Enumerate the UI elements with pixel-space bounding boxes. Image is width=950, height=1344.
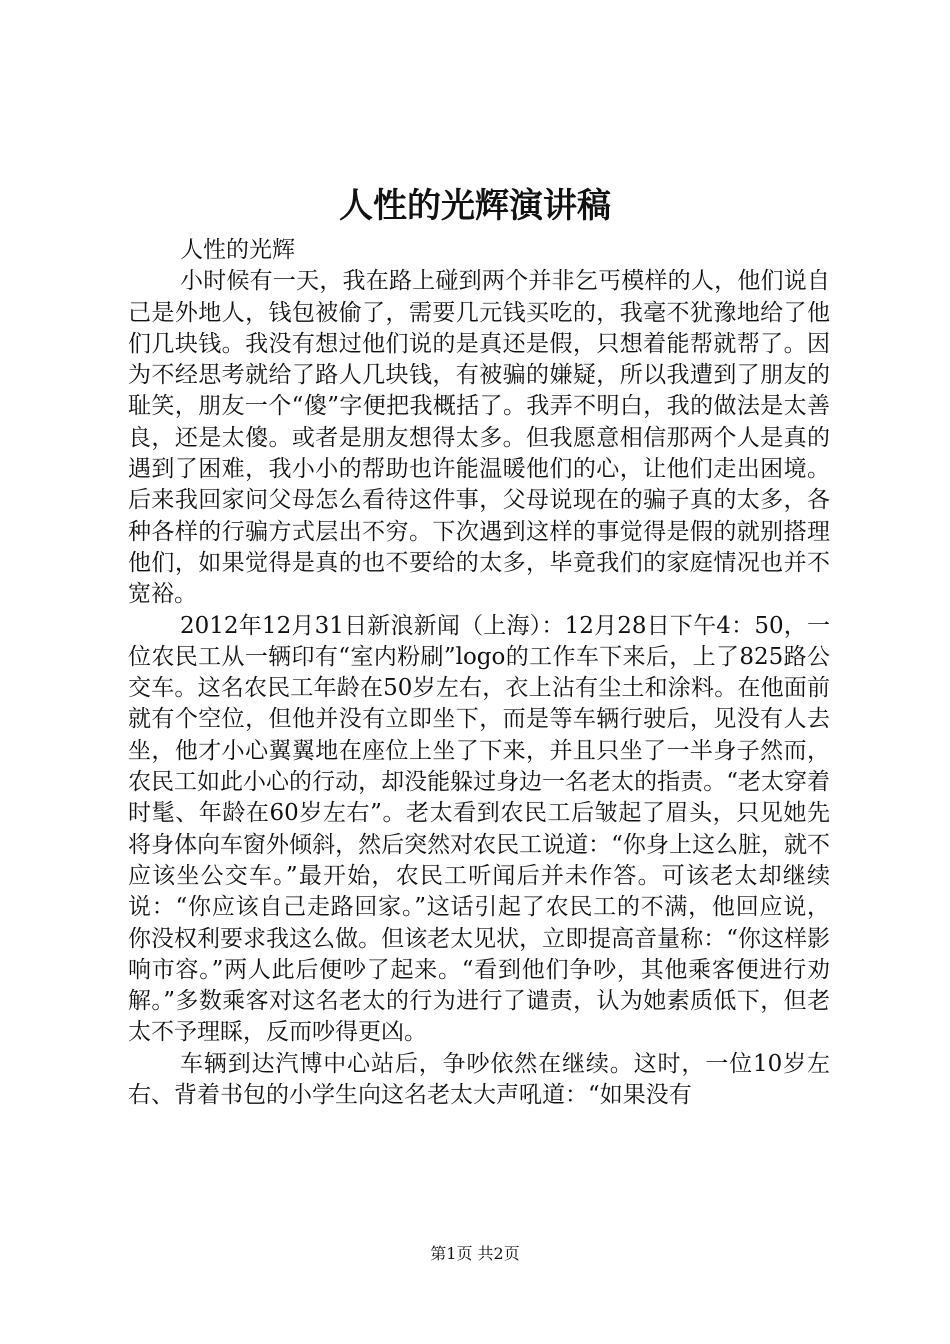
page-number-footer: 第1页 共2页 bbox=[430, 1244, 520, 1263]
paragraph-continuation: 车辆到达汽博中心站后，争吵依然在继续。这时，一位10岁左右、背着书包的小学生向这名老太大声吼道：“如果没有 bbox=[128, 1050, 830, 1109]
paragraph-news: 2012年12月31日新浪新闻（上海）：12月28日下午4：50，一位农民工从一辆印有“室内粉刷”logo的工作车下来后，上了825路公交车。这名农民工年龄在50岁左右，衣上沾有尘土和涂料。在他面前就有个空位，但他并没有立即坐下，而是等车辆行驶后，见没有人去坐，他才小心翼翼地在座位上坐了下来，并且只坐了一半身子然而，农民工如此小心的行动，却没能躲过身边一名老太的指责。“老太穿着时髦、年龄在60岁左右”。老太看到农民工后皱起了眉头，只见她先将身体向车窗外倾斜，然后突然对农民工说道：“你身上这么脏，就不应该坐公交车。”最开始，农民工听闻后并未作答。可该老太却继续说：“你应该自己走路回家。”这话引起了农民工的不满，他回应说，你没权利要求我这么做。但该老太见状，立即提高音量称：“你这样影响市容。”两人此后便吵了起来。“看到他们争吵，其他乘客便进行劝解。”多数乘客对这名老太的行为进行了谴责，认为她素质低下，但老太不予理睬，反而吵得更凶。 bbox=[128, 612, 830, 1046]
document-title: 人性的光辉演讲稿 bbox=[339, 186, 611, 226]
document-body bbox=[128, 235, 830, 1111]
paragraph-story: 小时候有一天，我在路上碰到两个并非乞丐模样的人，他们说自己是外地人，钱包被偷了，需要几元钱买吃的，我毫不犹豫地给了他们几块钱。我没有想过他们说的是真还是假，只想着能帮就帮了。因为不经思考就给了路人几块钱，有被骗的嫌疑，所以我遭到了朋友的耻笑，朋友一个“傻”字便把我概括了。我弄不明白，我的做法是太善良，还是太傻。或者是朋友想得太多。但我愿意相信那两个人是真的遇到了困难，我小小的帮助也许能温暖他们的心，让他们走出困境。后来我回家问父母怎么看待这件事，父母说现在的骗子真的太多，各种各样的行骗方式层出不穷。下次遇到这样的事觉得是假的就别搭理他们，如果觉得是真的也不要给的太多，毕竟我们的家庭情况也并不宽裕。 bbox=[128, 268, 830, 608]
paragraph-subtitle: 人性的光辉 bbox=[180, 237, 295, 263]
